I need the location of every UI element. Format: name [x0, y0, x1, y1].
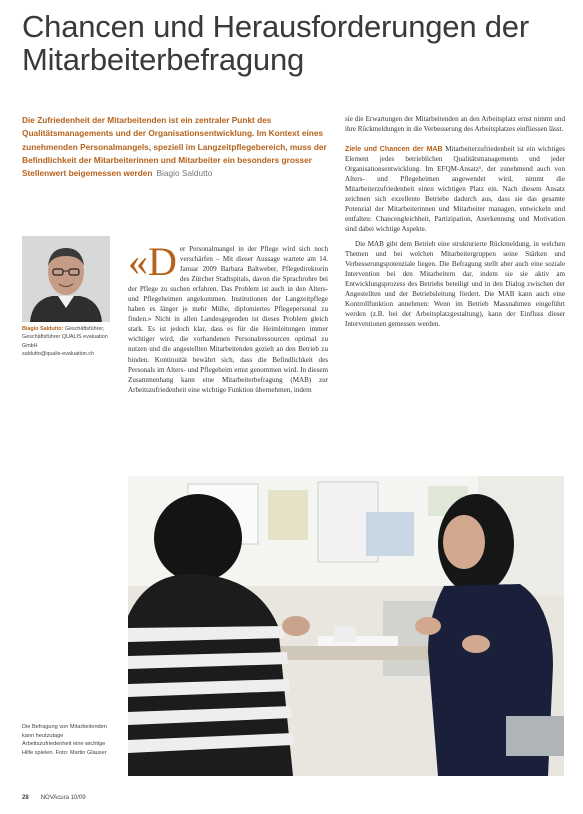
page-footer — [22, 795, 86, 801]
article-lead — [22, 114, 327, 180]
publication-name: NOVAcura 10/09 — [40, 795, 86, 801]
byline: Biagio Saldutto — [156, 168, 213, 179]
col3-para1: Mitarbeiterzufriedenheit ist ein wichtiges Element jedes betrieblichen Qualitätsmanagements und jeder Organisationsentwicklung. Im EFQM-Ansatz¹, der zunehmend auch von Alters- und Pflegeheimen angewendet wird, nimmt die Mitarbeiterzufriedenheit einen wichtigen Platz ein. Nach diesem Ansatz zeichnen sich exzellente Betriebe dadurch aus, dass sie das gesamte Potenzial der Mitarbeiterinnen und Mitarbeiter managen, entwickeln und entfalten: Chancengleichheit, Partizipation, Anerkennung und Motivation sind dabei wichtige Aspekte. — [345, 145, 565, 234]
photo-caption: Die Befragung von Mitarbeitenden kann heutzutage Arbeitszufriedenheit eine wichtige Hilfe spielen. Foto: Martin Glauser — [22, 724, 107, 756]
author-portrait — [22, 236, 110, 322]
col3-para2: Die MAB gibt dem Betrieb eine strukturierte Rückmeldung, in welchen Themen und bei welchen Mitarbeitergruppen seine Stärken und Verbesserungspotenziale liegen. Die Befragung stellt aber auch eine soziale Intervention bei den Mitarbeitern dar, indem sie sie aktiv am Entwicklungsprozess des Betriebs beteiligt und in den Dialog zwischen der Angestellten und der Betriebsleitung fördert. Die MAB kann auch eine Kontrollfunktion annehmen: Wenn im Betrieb Massnahmen eingeführt werden (z.B. bei der Arbeitsplatzgestaltung), kann der Einfluss dieser Interventionen gemessen werden. — [345, 239, 565, 328]
col3-intro: sie die Erwartungen der Mitarbeitenden an den Arbeitsplatz ernst nimmt und ihre Rückmeldungen in die Verbesserung des Arbeitsplatzes einfliessen lässt. — [345, 115, 565, 134]
page-number: 28 — [22, 795, 29, 801]
col2-text: er Personalmangel in der Pflege wird sich noch verschärfen – Mit dieser Aussage wartete am 14. Januar 2009 Barbara Baltweber, Pflegedirektorin des Zürcher Stadtspitals, davon die Sprachrohre bei der Pflege zu suchen erfahren. Das Problem ist auch in den Alters- und Pflegeheimen angekommen. Institutionen der Langzeitpflege haben es länger je mehr Mühe, diplomiertes Pflegepersonal zu finden.» Nicht in allen Landesgegenden ist dieses Problem gleich stark. Es ist jedoch klar, dass es für die Heimleitungen immer wichtiger wird, die vorhandenen Personalressourcen optimal zu nutzen und die angestellten Mitarbeitenden gezielt an den Betrieb zu binden. Kontinuität bewährt sich, dass die Befindlichkeit des Personals im Alters- und Pflegeheim ernst genommen wird. In diesem Zusammenhang kann eine Mitarbeiterbefragung (MAB) zur Arbeitszufriedenheit eine wichtige Funktion übernehmen, indem — [128, 245, 328, 394]
dropcap: «D — [128, 239, 177, 284]
article-photo — [128, 476, 564, 776]
section-subhead: Ziele und Chancen der MAB — [345, 145, 443, 154]
author-name: Biagio Saldutto: — [22, 326, 64, 332]
lead-text: Die Zufriedenheit der Mitarbeitenden ist ein zentraler Punkt des Qualitätsmanagements und der Organisationsentwicklung. Im Kontext eines zunehmenden Personalmangels, speziell im Langzeitpflegebereich, muss der Befindlichkeit der Mitarbeiterinnen und Mitarbeiter ein besonders grosser Stellenwert beigemessen werden — [22, 115, 327, 179]
author-role: Geschäftsführer, Geschäftsführer QUALIS evaluation GmbH — [22, 326, 108, 349]
author-caption — [22, 325, 112, 359]
body-column-2 — [128, 239, 328, 395]
article-title: Chancen und Herausforderungen der Mitarbeiterbefragung — [22, 9, 529, 77]
body-column-3 — [345, 114, 565, 329]
author-email: saldutto@qualis-evaluation.ch — [22, 351, 94, 358]
col3-para1-wrap — [345, 144, 565, 234]
